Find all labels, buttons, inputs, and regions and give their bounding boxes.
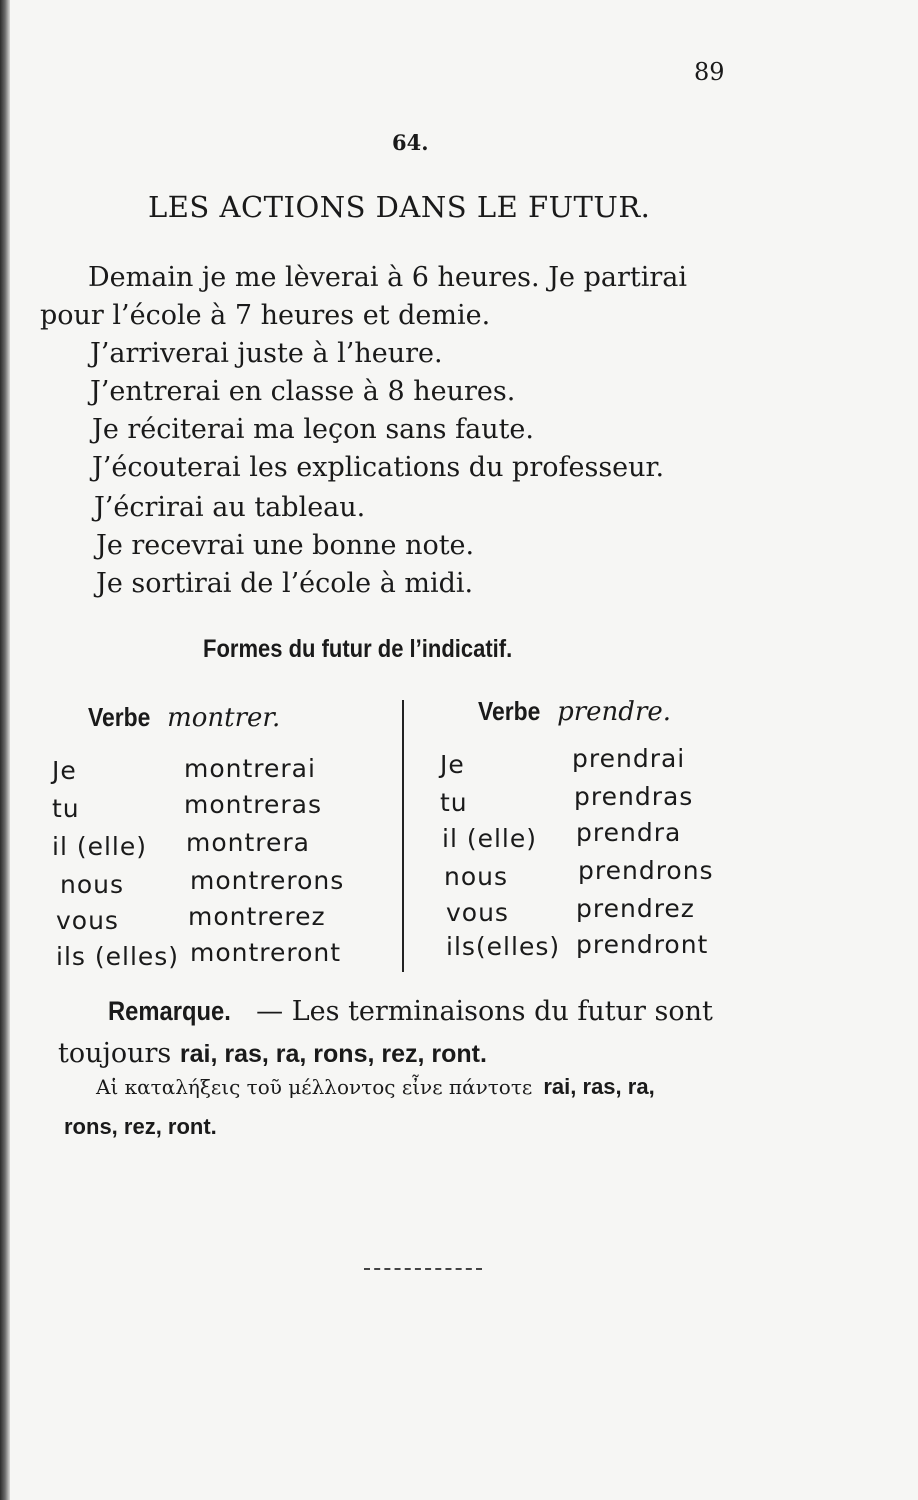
forms-heading: Formes du futur de l’indicatif. [203, 635, 513, 663]
reading-line: pour l’école à 7 heures et demie. [40, 300, 491, 331]
right-pronoun: il (elle) [442, 824, 537, 853]
right-pronoun: vous [446, 898, 509, 927]
left-pronoun: nous [60, 870, 125, 899]
right-heading-word: Verbe [478, 696, 541, 726]
greek-line-1 [96, 1074, 655, 1100]
left-pronoun: il (elle) [52, 832, 147, 861]
remark-line-1 [108, 996, 713, 1027]
page-number: 89 [694, 58, 725, 86]
section-number: 64. [392, 130, 429, 155]
right-heading-verb: prendre. [557, 697, 672, 727]
left-heading-word: Verbe [88, 702, 151, 732]
lesson-title: LES ACTIONS DANS LE FUTUR. [148, 190, 651, 224]
remark-prefix: toujours [58, 1038, 172, 1069]
right-form: prendrons [578, 856, 714, 885]
right-form: prendra [576, 818, 682, 847]
left-form: montreras [184, 790, 323, 819]
reading-line: Je sortirai de l’école à midi. [96, 568, 474, 599]
left-pronoun: ils (elles) [56, 942, 180, 971]
remark-endings: rai, ras, ra, rons, rez, ront. [179, 1040, 487, 1068]
table-divider [402, 700, 404, 972]
right-table-heading [478, 696, 671, 727]
reading-line: J’écouterai les explications du professeur. [92, 452, 665, 483]
left-pronoun: tu [52, 794, 80, 823]
left-form: montrerai [184, 754, 316, 783]
reading-line: Je réciterai ma leçon sans faute. [92, 414, 534, 445]
right-pronoun: tu [440, 788, 468, 817]
remark-label: Remarque. [108, 996, 231, 1026]
left-form: montrerez [188, 902, 326, 931]
left-form: montrerons [190, 866, 345, 895]
left-heading-verb: montrer. [167, 703, 281, 733]
greek-endings-2: rons, rez, ront. [64, 1114, 217, 1139]
remark-text: — Les terminaisons du futur sont [256, 996, 713, 1027]
reading-line: J’arriverai juste à l’heure. [90, 338, 443, 369]
left-pronoun: Je [52, 756, 77, 785]
left-table-heading [88, 702, 280, 733]
left-form: montrera [186, 828, 311, 857]
greek-text: Αἱ καταλήξεις τοῦ μέλλοντος εἶνε πάντοτε [96, 1075, 533, 1099]
page-binding-edge [0, 0, 10, 1500]
right-form: prendrez [576, 894, 695, 923]
right-form: prendras [574, 782, 694, 811]
greek-endings-1: rai, ras, ra, [543, 1074, 655, 1099]
right-pronoun: nous [444, 862, 509, 891]
left-pronoun: vous [56, 906, 119, 935]
left-form: montreront [190, 938, 342, 967]
reading-line: Je recevrai une bonne note. [96, 530, 475, 561]
right-pronoun: Je [440, 750, 465, 779]
end-rule [364, 1268, 482, 1271]
reading-line: Demain je me lèverai à 6 heures. Je partirai [88, 262, 687, 293]
reading-line: J’entrerai en classe à 8 heures. [90, 376, 516, 407]
right-form: prendront [576, 930, 709, 959]
remark-line-2 [58, 1038, 487, 1069]
reading-line: J’écrirai au tableau. [94, 492, 366, 523]
right-pronoun: ils(elles) [446, 932, 561, 961]
right-form: prendrai [572, 744, 686, 773]
